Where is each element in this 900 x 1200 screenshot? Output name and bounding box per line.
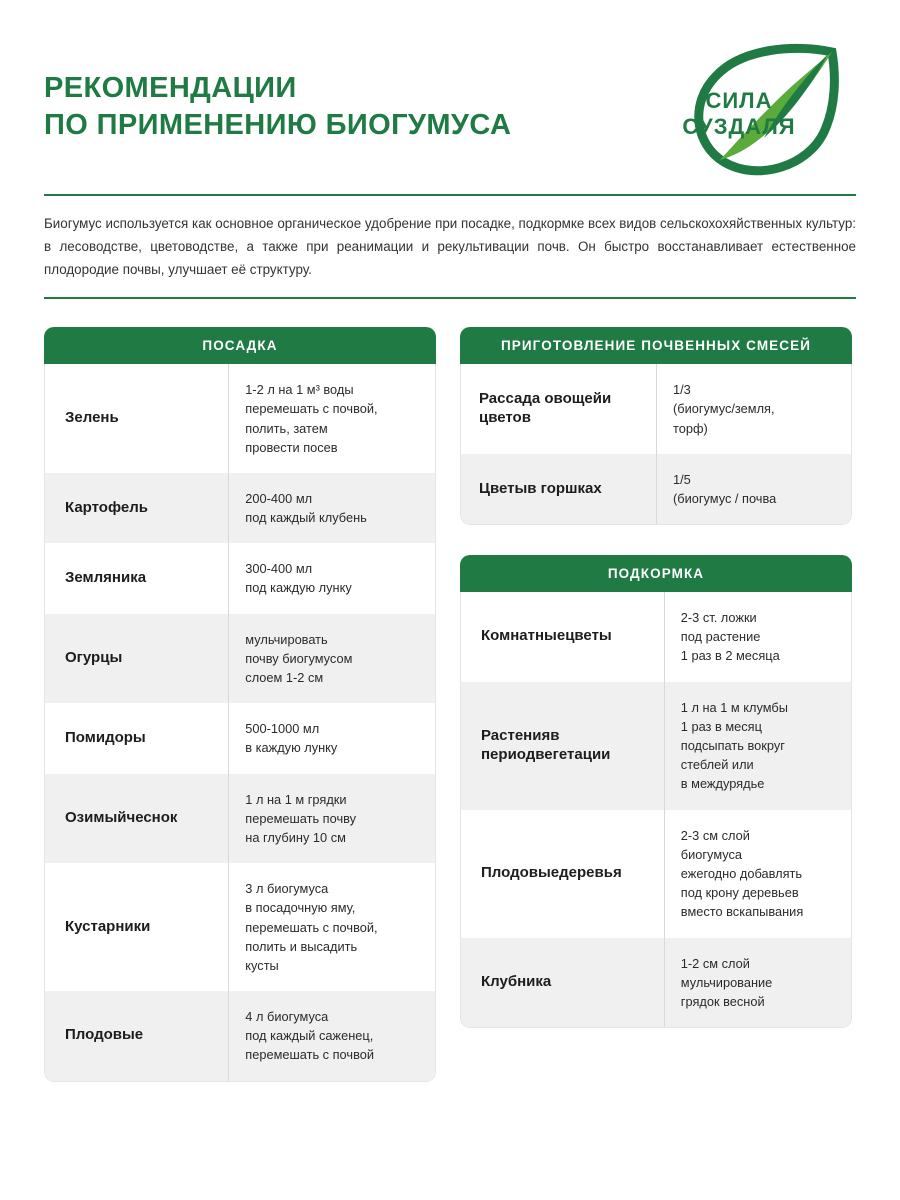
table-row bbox=[45, 543, 435, 613]
row-label: Огурцы bbox=[65, 649, 123, 667]
row-label: Помидоры bbox=[65, 729, 146, 747]
table-row bbox=[461, 454, 851, 524]
row-value: 1-2 см слой мульчирование грядок весной bbox=[664, 938, 851, 1028]
row-value: 1 л на 1 м клумбы 1 раз в месяц подсыпать вокруг стеблей или в междурядье bbox=[664, 682, 851, 810]
planting-table-title: ПОСАДКА bbox=[44, 327, 436, 364]
row-label: Цветыв горшках bbox=[479, 479, 602, 497]
table-row bbox=[461, 938, 851, 1028]
row-label: Плодовые bbox=[65, 1026, 144, 1044]
brand-logo bbox=[646, 40, 846, 180]
brand-name-line-2: СУЗДАЛЯ bbox=[682, 113, 796, 139]
table-row bbox=[45, 364, 435, 473]
table-row bbox=[461, 364, 851, 454]
intro-paragraph: Биогумус используется как основное органическое удобрение при посадке, подкормке всех видов сельскохохяйственных культур: в лесоводстве, цветоводстве, а также при реанимации и рекультивации почв. Он быстро восстанавливает естественное плодородие почвы, улучшает её структуру. bbox=[44, 216, 856, 278]
table-row bbox=[45, 774, 435, 864]
row-value: 1/5 (биогумус / почва bbox=[656, 454, 851, 524]
row-label: Клубника bbox=[481, 972, 552, 990]
document-header bbox=[44, 40, 856, 180]
table-row bbox=[45, 703, 435, 773]
row-value: мульчировать почву биогумусом слоем 1-2 см bbox=[228, 614, 435, 704]
row-value: 1-2 л на 1 м³ воды перемешать с почвой, полить, затем провести посев bbox=[228, 364, 435, 473]
row-value: 4 л биогумуса под каждый саженец, перемешать с почвой bbox=[228, 991, 435, 1081]
page-title-line-1: РЕКОМЕНДАЦИИ bbox=[44, 72, 297, 104]
table-row bbox=[45, 473, 435, 543]
left-column bbox=[44, 327, 436, 1112]
row-value: 1/3 (биогумус/земля, торф) bbox=[656, 364, 851, 454]
tables-area bbox=[44, 327, 856, 1112]
feeding-table-title: ПОДКОРМКА bbox=[460, 555, 852, 592]
row-label: Кустарники bbox=[65, 917, 151, 935]
planting-table bbox=[44, 327, 436, 1082]
row-value: 300-400 мл под каждую лунку bbox=[228, 543, 435, 613]
soil-mixes-table bbox=[460, 327, 852, 525]
right-column bbox=[460, 327, 852, 1112]
row-label: Озимыйчеснок bbox=[65, 808, 178, 826]
header-divider bbox=[44, 194, 856, 196]
soil-mixes-table-title: ПРИГОТОВЛЕНИЕ ПОЧВЕННЫХ СМЕСЕЙ bbox=[460, 327, 852, 364]
row-value: 500-1000 мл в каждую лунку bbox=[228, 703, 435, 773]
row-label: Зелень bbox=[65, 409, 119, 427]
row-value: 2-3 см слой биогумуса ежегодно добавлять под крону деревьев вместо вскапывания bbox=[664, 810, 851, 938]
row-value: 200-400 мл под каждый клубень bbox=[228, 473, 435, 543]
row-label: Плодовыедеревья bbox=[481, 864, 622, 882]
table-row bbox=[461, 810, 851, 938]
page-title bbox=[44, 40, 511, 144]
row-value: 2-3 ст. ложки под растение 1 раз в 2 месяца bbox=[664, 592, 851, 682]
row-label: Картофель bbox=[65, 498, 148, 516]
feeding-table-body bbox=[460, 592, 852, 1028]
feeding-table bbox=[460, 555, 852, 1028]
intro-divider bbox=[44, 297, 856, 299]
row-value: 3 л биогумуса в посадочную яму, перемешать с почвой, полить и высадить кусты bbox=[228, 863, 435, 991]
row-label: Растенияв периодвегетации bbox=[481, 726, 611, 763]
row-value: 1 л на 1 м грядки перемешать почву на глубину 10 см bbox=[228, 774, 435, 864]
brand-name bbox=[664, 88, 814, 139]
table-row bbox=[45, 614, 435, 704]
soil-mixes-table-body bbox=[460, 364, 852, 525]
page-title-line-2: ПО ПРИМЕНЕНИЮ БИОГУМУСА bbox=[44, 109, 512, 142]
table-row bbox=[45, 991, 435, 1081]
table-row bbox=[461, 592, 851, 682]
brand-name-line-1: СИЛА bbox=[705, 88, 773, 113]
row-label: Комнатныецветы bbox=[481, 627, 612, 645]
row-label: Земляника bbox=[65, 569, 147, 587]
planting-table-body bbox=[44, 364, 436, 1082]
row-label: Рассада овощейи цветов bbox=[479, 390, 612, 426]
table-row bbox=[45, 863, 435, 991]
table-row bbox=[461, 682, 851, 810]
